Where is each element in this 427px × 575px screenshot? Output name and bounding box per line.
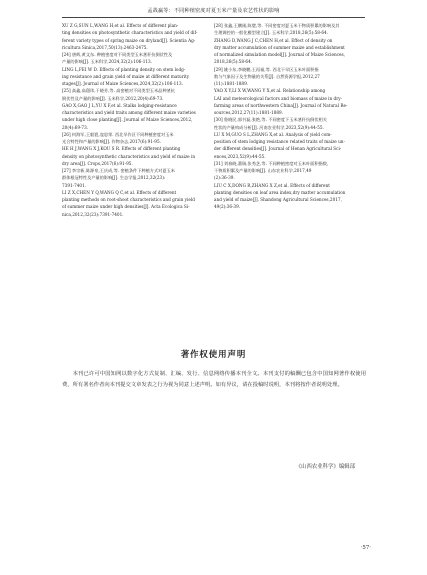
reference-line: ferent variety types of spring maize on dryland[J]. Scientia Ag- — [62, 37, 196, 43]
references-right-column — [214, 22, 364, 211]
reference-line: der different densities[J]. Journal of Henan Agricultural Sci- — [214, 146, 342, 152]
reference-line: 20(4):69-73. — [62, 124, 89, 130]
reference-line: [24] 唐辉,黄文东. 种植密度对不同类型玉米茎秆抗倒伏性及 — [62, 52, 173, 57]
reference-line: YAO X Y,LI X W,WANG Y X,et al. Relationship among — [214, 88, 326, 94]
reference-line: ricultura Sinica,2017,50(13):2463-2475. — [62, 44, 148, 50]
reference-line: ing resistance and grain yield of maize at different maturity — [62, 73, 190, 79]
reference-line: 生理调控的一般化模型建立[J]. 玉米科学,2018,26(5):58-64. — [214, 30, 329, 36]
reference-line: [28] 张鑫,王鹏刚,陈璧,等. 不同密度对夏玉米干物质积累的影响及其 — [214, 23, 340, 28]
copyright-notice-body: 本刊已许可中国知网以数字化方式复制、汇编、发行、信息网络传播本刊全文。本刊支付的稿酬已包含中国知网著作权使用费，所有署名作者向本刊提交文章发表之行为视为同意上述声明。如有异议，请在投稿时说明，本刊将按作者说明处理。 — [62, 371, 366, 388]
reference-line: of summer maize under high densities[J]. Acta Ecologica Si- — [62, 204, 190, 210]
reference-line: GAO X,GAO J L,YU X F,et al. Stalks lodging-resistance — [62, 102, 177, 108]
reference-line: [26] 何海军,王毅裂,寇思荣. 西北旱作区不同种植密度对玉米 — [62, 131, 174, 137]
reference-line: under high close planting[J]. Journal of Maize Sciences,2012, — [62, 117, 193, 123]
reference-line: 倒伏性及产量的影响[J]. 玉米科学,2012,20(4):69-73. — [62, 95, 164, 101]
reference-line: [29] 姚小东,李晓鹏,王再福,等. 西北干旱区玉米叶面积指 — [214, 66, 319, 72]
reference-line: (2):36-39. — [214, 175, 235, 181]
reference-line: dry matter accumulation of summer maize and establishment — [214, 44, 345, 50]
editorial-signature: 《山西农业科学》编辑部 — [295, 464, 355, 470]
copyright-notice-title: 著作权使用声明 — [180, 349, 247, 359]
reference-line: 2018,26(5):58-64. — [214, 59, 253, 65]
reference-line: LIU C X,DONG R,ZHANG X Z,et al. Effects of different — [214, 182, 330, 188]
reference-line: HE H J,WANG X J,KOU S R. Effects of different planting — [62, 146, 181, 152]
reference-line: characteristics and yield traits among different maize varieties — [62, 110, 196, 115]
reference-line: (11):1881-1889. — [214, 81, 249, 86]
reference-line: nica,2012,32(23):7391-7401. — [62, 211, 124, 217]
reference-line: density on photosynthetic characteristics and yield of maize in — [62, 153, 196, 159]
reference-line: planting methods on root-shoot characteristics and grain yield — [62, 197, 195, 202]
running-header — [0, 0, 427, 22]
references-left-column — [62, 22, 212, 218]
reference-line: 光合特性和产量的影响[J]. 作物杂志,2017(6):91-95. — [62, 139, 161, 144]
reference-line: LU X M,GUO S L,ZHANG X,et al. Analysis of yield com- — [214, 131, 332, 137]
reference-line: [27] 李宗新,陈源泉,王庆成,等. 密植条件下种植方式对夏玉米 — [62, 168, 175, 173]
reference-line: XU Z G,SUN L,WANG H,et al. Effects of different plan- — [62, 23, 179, 28]
reference-line: dry area[J]. Crops,2017(6):91-95. — [62, 160, 133, 166]
reference-line: LING L,FEI W D. Effects of planting density on stem lodg- — [62, 66, 186, 72]
reference-line: LI Z X,CHEN Y Q,WANG Q C,et al. Effects of different — [62, 189, 177, 195]
reference-line: 性状的产量构成分析[J]. 河南农业科学,2023,52(9):44-55. — [214, 124, 324, 130]
reference-line: stages[J]. Journal of Maize Sciences,2024,32(2):106-113. — [62, 81, 183, 86]
reference-line: [30] 鲁晓民,郭书磊,张艳,等. 不同密度下玉米茎秆抗倒伏相关 — [214, 117, 327, 123]
reference-line: [25] 高鑫,高璟玮,于晓芳,等. 高密植对不同类型玉米品种茎抗 — [62, 88, 175, 94]
reference-line: 干物质积累及产量的影响[J]. 山东农业科学,2017,49 — [214, 168, 312, 173]
reference-line: 7391-7401. — [62, 182, 87, 188]
reference-line: ZHANG D,WANG J C,CHEN H,et al. Effect of density on — [214, 37, 333, 43]
reference-line: 群体根冠特性及产量的影响[J]. 生态学报,2012,32(23): — [62, 175, 166, 181]
reference-line: sources,2012,27(11):1881-1889. — [214, 110, 284, 115]
reference-line: ences,2023,52(9):44-55. — [214, 153, 266, 159]
reference-line: ting densities on photosynthetic characteristics and yield of dif- — [62, 30, 198, 36]
reference-line: planting densities on leaf area index,dry matter accumulation — [214, 189, 346, 195]
reference-line: and yield of maize[J]. Shandong Agricultural Sciences,2017, — [214, 197, 342, 202]
header-divider — [62, 17, 365, 18]
reference-line: LAI and meteorological factors and biomass of maize in dry- — [214, 95, 343, 101]
reference-line: 49(2):36-39. — [214, 204, 241, 210]
reference-line: 产量的影响[J]. 玉米科学,2024,32(2):106-113. — [62, 59, 153, 65]
reference-line: 数与气象因子及生物量的关系[J]. 自然资源学报,2012,27 — [214, 73, 320, 79]
page-number: ·57· — [360, 545, 371, 551]
running-header-title: 孟战赢等：不同种植密度对夏玉米产量及农艺性状的影响 — [147, 8, 280, 14]
reference-line: of normalized simulation model[J]. Journal of Maize Sciences, — [214, 52, 345, 57]
reference-line: [31] 刘春晓,董瑞,张秀芝,等. 不同种植密度对玉米叶面积指数、 — [214, 160, 332, 166]
reference-line: farming areas of northwestern China[J]. Journal of Natural Re- — [214, 102, 348, 108]
reference-line: position of stem lodging resistance related traits of maize un- — [214, 139, 345, 144]
